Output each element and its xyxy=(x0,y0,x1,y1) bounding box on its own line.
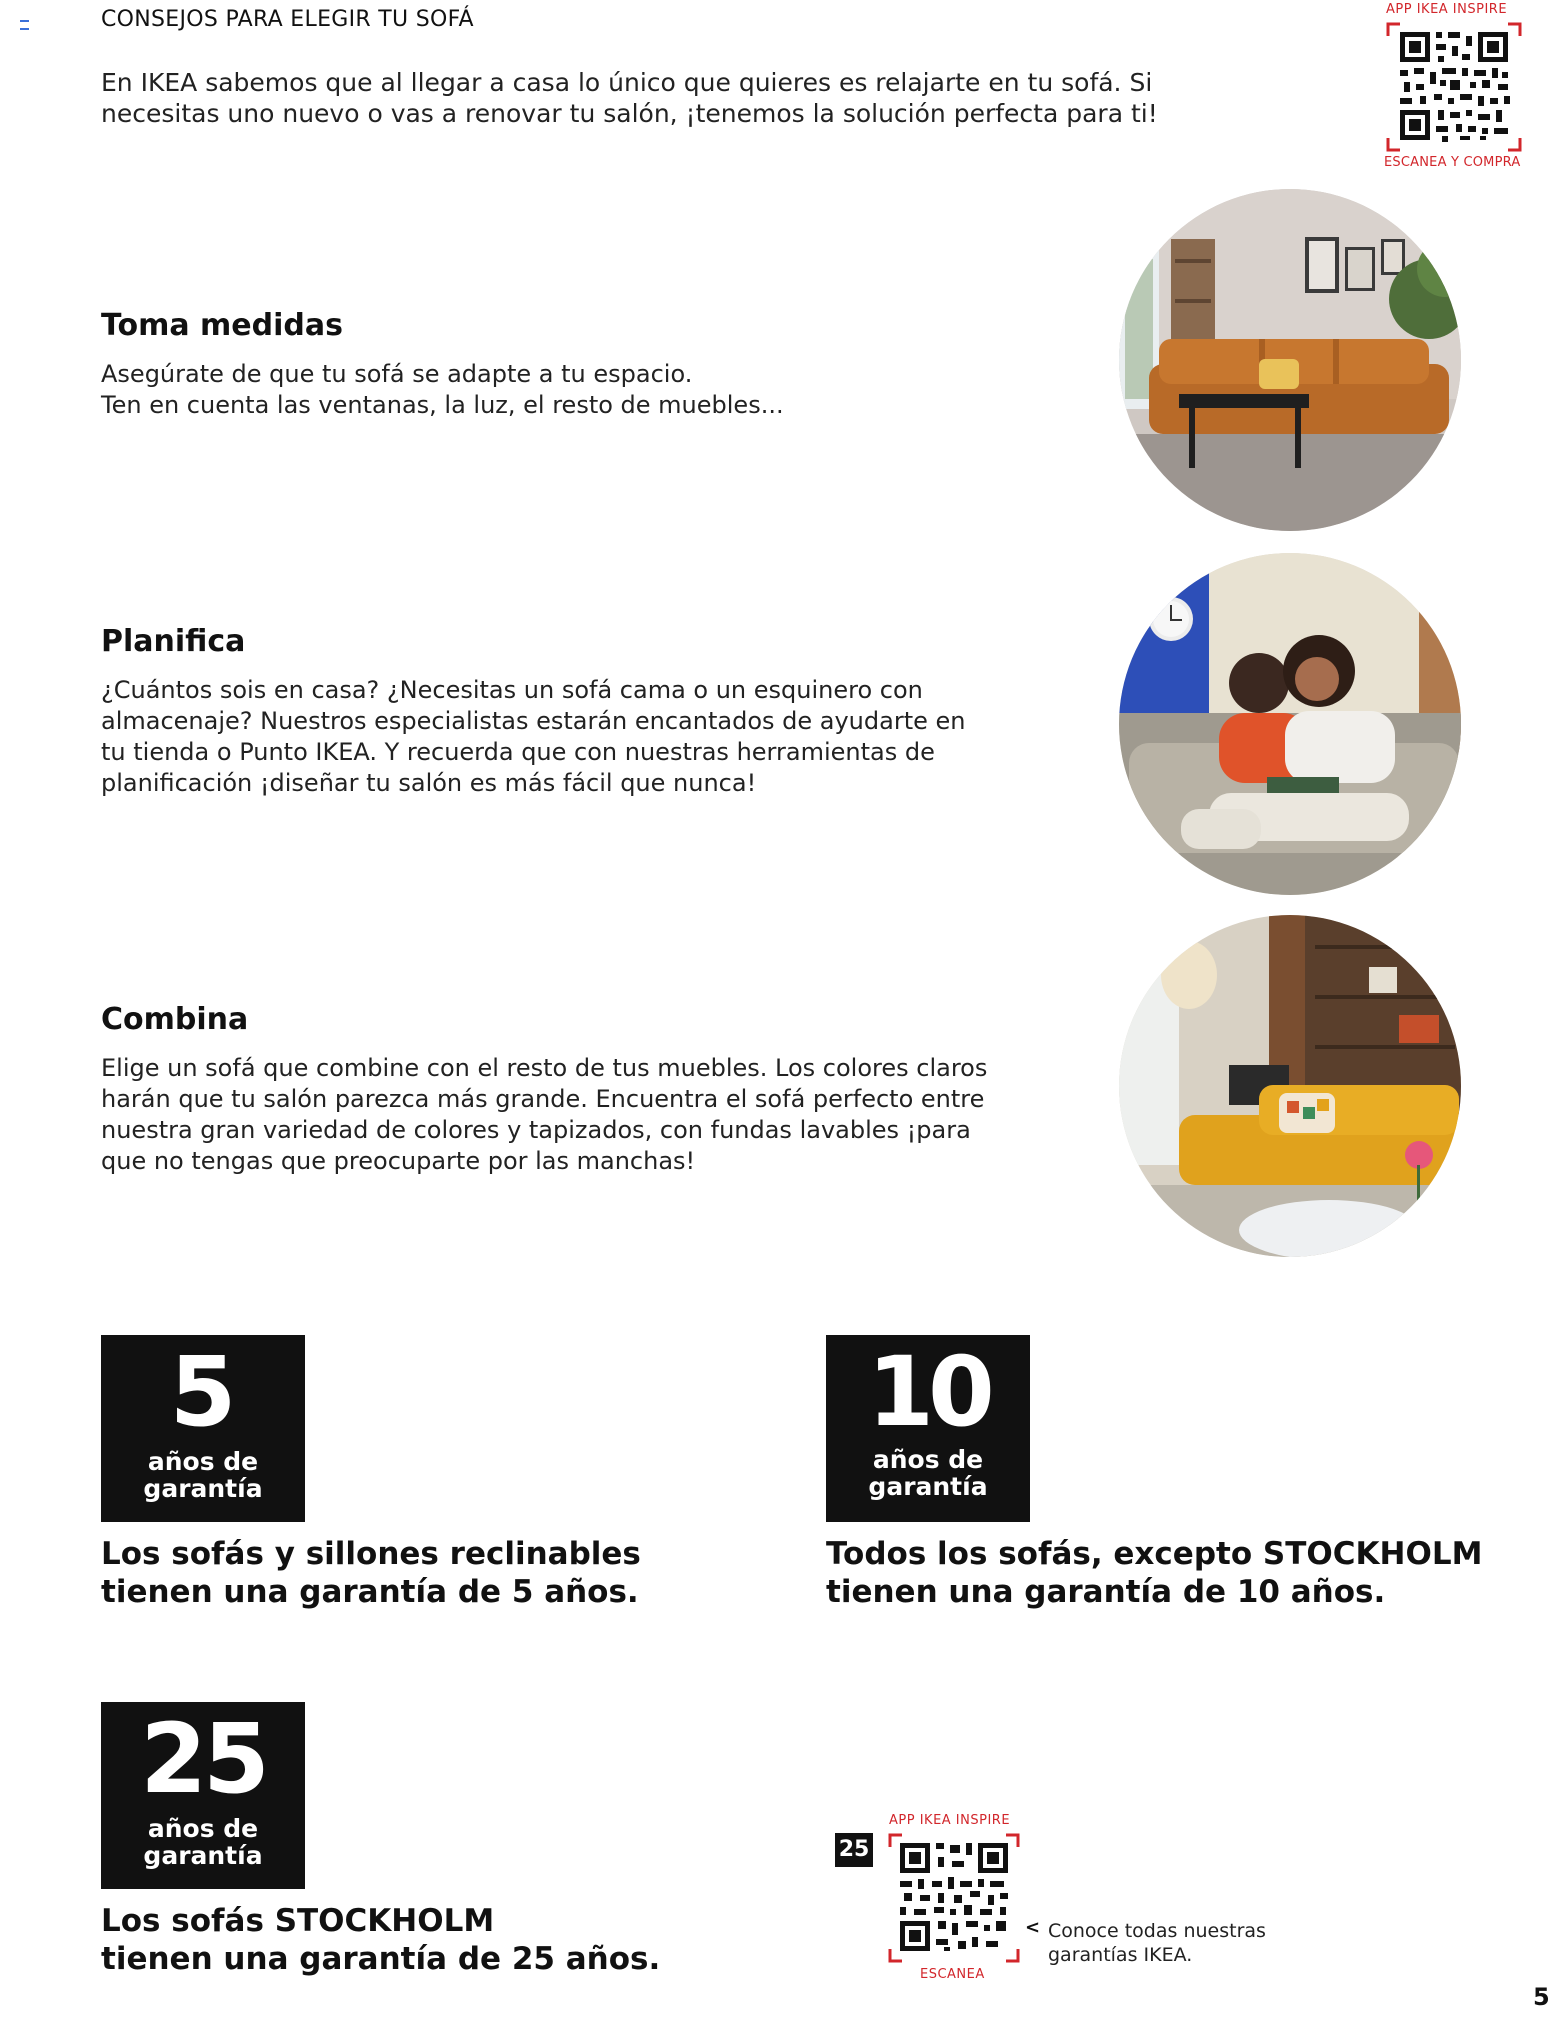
photo-women-reading-on-sofa xyxy=(1119,553,1461,895)
warranty-text-line: tienen una garantía de 10 años. xyxy=(826,1574,1386,1610)
page-number: 5 xyxy=(1533,1983,1550,2011)
photo-living-room-orange-sofa xyxy=(1119,189,1461,531)
warranty-text-line: tienen una garantía de 5 años. xyxy=(101,1574,639,1610)
qr-top-label: APP IKEA INSPIRE xyxy=(1386,2,1508,17)
warranty-badge-10 xyxy=(826,1335,1030,1522)
warranty-label xyxy=(826,1446,1030,1500)
warranty-number: 25 xyxy=(140,1703,266,1815)
section-line: Ten en cuenta las ventanas, la luz, el resto de muebles... xyxy=(101,391,784,419)
warranty-text-line: Todos los sofás, excepto STOCKHOLM xyxy=(826,1536,1483,1572)
warranty-label-line: años de xyxy=(872,1445,984,1474)
warranty-note-line: Conoce todas nuestras xyxy=(1048,1920,1266,1942)
pointer-arrow-icon: < xyxy=(1025,1917,1041,1938)
qr-code-icon[interactable] xyxy=(1386,22,1522,152)
warranty-text-line: Los sofás y sillones reclinables xyxy=(101,1536,641,1572)
warranty-count-badge: 25 xyxy=(835,1833,873,1867)
warranty-label-line: garantía xyxy=(868,1472,988,1501)
section-title-planifica: Planifica xyxy=(101,624,246,659)
page-title: CONSEJOS PARA ELEGIR TU SOFÁ xyxy=(101,7,474,32)
section-title-toma-medidas: Toma medidas xyxy=(101,308,343,343)
section-line: nuestra gran variedad de colores y tapizados, con fundas lavables ¡para xyxy=(101,1116,971,1144)
section-body-toma-medidas xyxy=(101,359,1001,421)
warranty-text-25 xyxy=(101,1902,660,1978)
warranty-note xyxy=(1048,1919,1266,1967)
section-line: Asegúrate de que tu sofá se adapte a tu espacio. xyxy=(101,360,693,388)
section-line: tu tienda o Punto IKEA. Y recuerda que con nuestras herramientas de xyxy=(101,738,935,766)
warranty-text-5 xyxy=(101,1535,641,1611)
section-line: harán que tu salón parezca más grande. Encuentra el sofá perfecto entre xyxy=(101,1085,985,1113)
warranty-label-line: garantía xyxy=(143,1474,263,1503)
section-body-planifica xyxy=(101,675,1001,799)
qr-top-caption: ESCANEA Y COMPRA xyxy=(1384,155,1521,170)
section-line: Elige un sofá que combine con el resto de tus muebles. Los colores claros xyxy=(101,1054,988,1082)
section-line: planificación ¡diseñar tu salón es más fácil que nunca! xyxy=(101,769,757,797)
warranty-text-line: Los sofás STOCKHOLM xyxy=(101,1903,495,1939)
section-line: ¿Cuántos sois en casa? ¿Necesitas un sofá cama o un esquinero con xyxy=(101,676,923,704)
warranty-label xyxy=(101,1815,305,1869)
warranty-label-line: años de xyxy=(147,1447,259,1476)
warranty-number: 5 xyxy=(169,1336,237,1448)
intro-text xyxy=(101,67,1158,129)
section-line: que no tengas que preocuparte por las manchas! xyxy=(101,1147,696,1175)
intro-line: En IKEA sabemos que al llegar a casa lo único que quieres es relajarte en tu sofá. Si xyxy=(101,68,1153,97)
warranty-badge-25 xyxy=(101,1702,305,1889)
warranty-badge-5 xyxy=(101,1335,305,1522)
intro-line: necesitas uno nuevo o vas a renovar tu salón, ¡tenemos la solución perfecta para ti! xyxy=(101,99,1158,128)
qr-code-bottom-icon[interactable] xyxy=(888,1833,1020,1963)
warranty-label-line: garantía xyxy=(143,1841,263,1870)
warranty-text-line: tienen una garantía de 25 años. xyxy=(101,1941,661,1977)
section-body-combina xyxy=(101,1053,1001,1177)
warranty-label-line: años de xyxy=(147,1814,259,1843)
corner-mark-icon xyxy=(20,20,29,30)
section-title-combina: Combina xyxy=(101,1002,249,1037)
qr-bottom-label: APP IKEA INSPIRE xyxy=(889,1813,1011,1828)
warranty-note-line: garantías IKEA. xyxy=(1048,1944,1193,1966)
warranty-number: 10 xyxy=(867,1336,989,1448)
qr-bottom-caption: ESCANEA xyxy=(920,1967,985,1982)
section-line: almacenaje? Nuestros especialistas estarán encantados de ayudarte en xyxy=(101,707,966,735)
warranty-text-10 xyxy=(826,1535,1482,1611)
photo-yellow-sofa-room xyxy=(1119,915,1461,1257)
qr-top-block[interactable] xyxy=(1384,0,1524,175)
warranty-label xyxy=(101,1448,305,1502)
